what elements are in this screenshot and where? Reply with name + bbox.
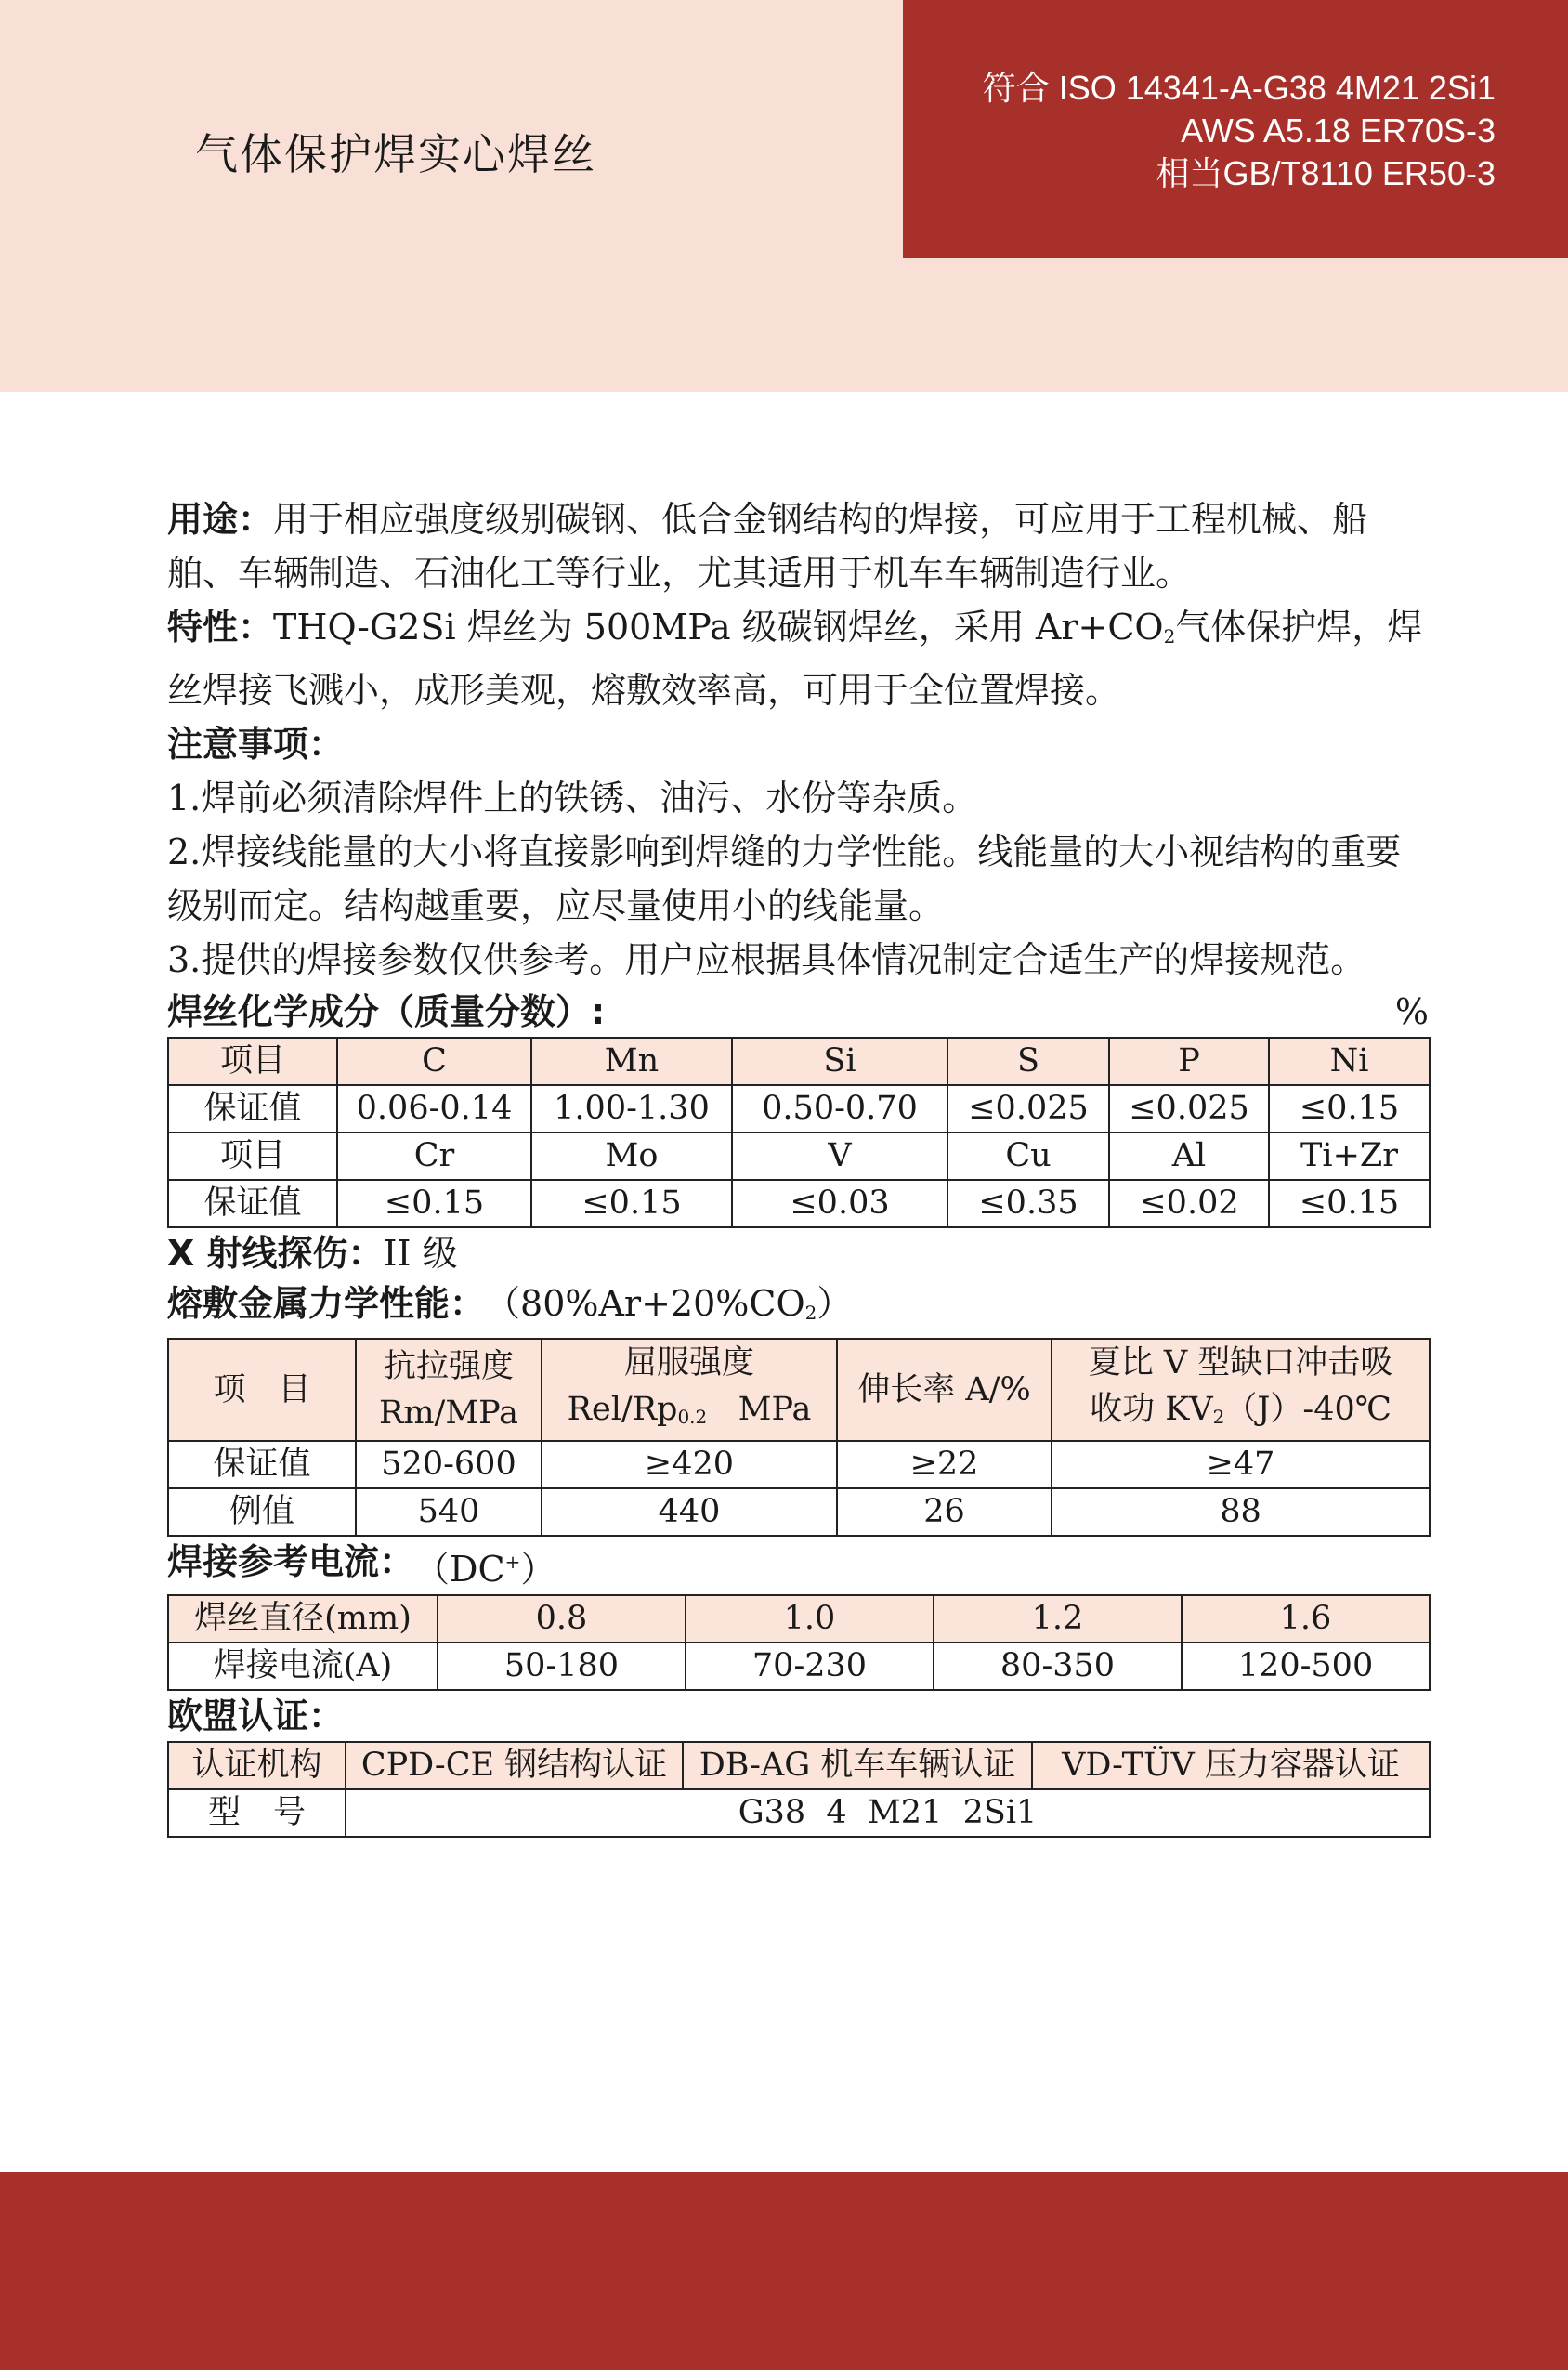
table-cell: Ti+Zr xyxy=(1269,1133,1430,1180)
current-table xyxy=(167,1594,1431,1691)
table-cell: 1.0 xyxy=(686,1595,934,1643)
table-cell: Mn xyxy=(531,1038,732,1085)
table-cell: 项目 xyxy=(168,1133,337,1180)
table-row xyxy=(168,1038,1430,1085)
table-cell: ≤0.15 xyxy=(337,1180,531,1227)
table-cell: 80-350 xyxy=(934,1643,1182,1690)
footer-band xyxy=(0,2172,1568,2370)
impact-header-line2 xyxy=(1052,1386,1429,1440)
content xyxy=(167,492,1429,1838)
table-cell: ≤0.03 xyxy=(732,1180,947,1227)
mechanical-title: 熔敷金属力学性能： xyxy=(167,1283,486,1324)
current-dc-before: （DC xyxy=(414,1549,505,1590)
table-row xyxy=(168,1133,1430,1180)
table-cell: Si xyxy=(732,1038,947,1085)
table-cell: S xyxy=(947,1038,1109,1085)
table-cell: C xyxy=(337,1038,531,1085)
table-cell: 1.00-1.30 xyxy=(531,1085,732,1133)
table-cell: CPD-CE 钢结构认证 xyxy=(346,1742,683,1789)
table-cell xyxy=(1052,1339,1430,1441)
table-cell: 26 xyxy=(837,1488,1052,1536)
impact-header-line1: 夏比 V 型缺口冲击吸 xyxy=(1088,1344,1393,1381)
impact-header-symbol: 收功 KV xyxy=(1090,1391,1213,1428)
table-cell: 540 xyxy=(356,1488,542,1536)
table-cell: DB-AG 机车车辆认证 xyxy=(683,1742,1032,1789)
table-cell: ≤0.15 xyxy=(1269,1180,1430,1227)
table-cell: 520-600 xyxy=(356,1441,542,1488)
chemistry-table xyxy=(167,1037,1431,1228)
table-cell: 1.2 xyxy=(934,1595,1182,1643)
chemistry-title: 焊丝化学成分（质量分数）: xyxy=(167,991,606,1032)
table-cell: Mo xyxy=(531,1133,732,1180)
table-row xyxy=(168,1742,1430,1789)
table-cell: 440 xyxy=(542,1488,837,1536)
table-cell: 88 xyxy=(1052,1488,1430,1536)
yield-header-sub: 0.2 xyxy=(677,1406,708,1428)
table-cell: ≥47 xyxy=(1052,1441,1430,1488)
table-cell: ≥420 xyxy=(542,1441,837,1488)
table-cell: 保证值 xyxy=(168,1085,337,1133)
table-cell: Al xyxy=(1109,1133,1269,1180)
table-cell: 项目 xyxy=(168,1038,337,1085)
current-title: 焊接参考电流： xyxy=(167,1541,415,1582)
table-cell: 保证值 xyxy=(168,1180,337,1227)
table-cell: 例值 xyxy=(168,1488,356,1536)
table-cell: 120-500 xyxy=(1182,1643,1430,1690)
impact-header-unit: （J）-40℃ xyxy=(1224,1391,1392,1428)
current-title-row xyxy=(167,1537,1429,1594)
xray-row xyxy=(167,1228,1429,1278)
standard-line-iso: 符合 ISO 14341-A-G38 4M21 2Si1 xyxy=(982,69,1496,107)
features-text-after: 气体保护焊，焊丝焊接飞溅小，成形美观，熔敷效率高，可用于全位置焊接。 xyxy=(167,607,1423,711)
notes-label: 注意事项： xyxy=(167,724,345,765)
table-cell: G38 4 M21 2Si1 xyxy=(346,1789,1430,1837)
features-subscript: 2 xyxy=(1163,625,1176,648)
table-cell: Cu xyxy=(947,1133,1109,1180)
table-cell: Ni xyxy=(1269,1038,1430,1085)
table-cell: 项 目 xyxy=(168,1339,356,1441)
impact-header-sub: 2 xyxy=(1212,1406,1225,1428)
table-row xyxy=(168,1441,1430,1488)
xray-label: X 射线探伤： xyxy=(167,1233,384,1274)
document-title: 气体保护焊实心焊丝 xyxy=(195,129,596,179)
features-paragraph xyxy=(167,600,1429,717)
table-cell: 70-230 xyxy=(686,1643,934,1690)
tensile-header-line2: Rm/MPa xyxy=(378,1395,518,1432)
table-cell: 0.8 xyxy=(438,1595,686,1643)
mechanical-gas-after: ） xyxy=(817,1283,853,1324)
features-label: 特性： xyxy=(167,607,274,648)
table-cell: 型 号 xyxy=(168,1789,346,1837)
yield-header-line2 xyxy=(542,1386,836,1440)
table-row xyxy=(168,1488,1430,1536)
mechanical-title-row xyxy=(167,1278,1429,1338)
table-row xyxy=(168,1595,1430,1643)
table-cell: 焊丝直径(mm) xyxy=(168,1595,438,1643)
table-cell: 保证值 xyxy=(168,1441,356,1488)
table-row xyxy=(168,1339,1430,1441)
table-cell: ≤0.025 xyxy=(1109,1085,1269,1133)
table-cell: ≤0.025 xyxy=(947,1085,1109,1133)
table-cell: ≥22 xyxy=(837,1441,1052,1488)
table-cell xyxy=(356,1339,542,1441)
table-cell: 伸长率 A/% xyxy=(837,1339,1052,1441)
tensile-header-line1: 抗拉强度 xyxy=(383,1348,514,1385)
usage-paragraph xyxy=(167,492,1429,600)
eu-title: 欧盟认证： xyxy=(167,1696,345,1736)
note-item-2: 2.焊接线能量的大小将直接影响到焊缝的力学性能。线能量的大小视结构的重要级别而定。结构越重要，应尽量使用小的线能量。 xyxy=(167,831,1402,926)
chemistry-unit: % xyxy=(1394,991,1429,1032)
table-row xyxy=(168,1085,1430,1133)
table-cell: V xyxy=(732,1133,947,1180)
eu-table xyxy=(167,1741,1431,1838)
table-cell: 0.50-0.70 xyxy=(732,1085,947,1133)
usage-text: 用于相应强度级别碳钢、低合金钢结构的焊接，可应用于工程机械、船舶、车辆制造、石油化工等行业，尤其适用于机车车辆制造行业。 xyxy=(167,499,1368,594)
table-cell: 认证机构 xyxy=(168,1742,346,1789)
current-dc-sup: + xyxy=(504,1551,521,1573)
mechanical-gas xyxy=(485,1278,852,1338)
table-row xyxy=(168,1789,1430,1837)
mechanical-table xyxy=(167,1338,1431,1537)
yield-header-unit: MPa xyxy=(738,1391,812,1428)
table-cell: 50-180 xyxy=(438,1643,686,1690)
chemistry-title-row xyxy=(167,987,1429,1037)
note-item-3: 3.提供的焊接参数仅供参考。用户应根据具体情况制定合适生产的焊接规范。 xyxy=(167,939,1366,980)
table-cell: 0.06-0.14 xyxy=(337,1085,531,1133)
table-cell: ≤0.15 xyxy=(1269,1085,1430,1133)
table-cell: ≤0.02 xyxy=(1109,1180,1269,1227)
mechanical-gas-sub: 2 xyxy=(804,1302,817,1324)
standard-line-aws: AWS A5.18 ER70S-3 xyxy=(1181,111,1496,150)
table-cell xyxy=(542,1339,837,1441)
features-text-before: THQ-G2Si 焊丝为 500MPa 级碳钢焊丝，采用 Ar+CO xyxy=(273,607,1164,648)
current-dc-after: ） xyxy=(520,1549,556,1590)
xray-value: II 级 xyxy=(383,1233,458,1274)
standards-box xyxy=(903,0,1568,258)
table-row xyxy=(168,1643,1430,1690)
table-cell: 焊接电流(A) xyxy=(168,1643,438,1690)
standard-line-gb: 相当GB/T8110 ER50-3 xyxy=(1156,154,1496,192)
current-dc xyxy=(414,1537,555,1594)
table-cell: ≤0.15 xyxy=(531,1180,732,1227)
note-item-1: 1.焊前必须清除焊件上的铁锈、油污、水份等杂质。 xyxy=(167,778,978,818)
table-cell: ≤0.35 xyxy=(947,1180,1109,1227)
usage-label: 用途： xyxy=(167,499,274,540)
table-row xyxy=(168,1180,1430,1227)
yield-header-line1: 屈服强度 xyxy=(623,1344,754,1381)
table-cell: P xyxy=(1109,1038,1269,1085)
table-cell: Cr xyxy=(337,1133,531,1180)
mechanical-gas-before: （80%Ar+20%CO xyxy=(485,1283,805,1324)
table-cell: 1.6 xyxy=(1182,1595,1430,1643)
yield-header-symbol: Rel/Rp xyxy=(567,1391,678,1428)
table-cell: VD-TÜV 压力容器认证 xyxy=(1032,1742,1430,1789)
